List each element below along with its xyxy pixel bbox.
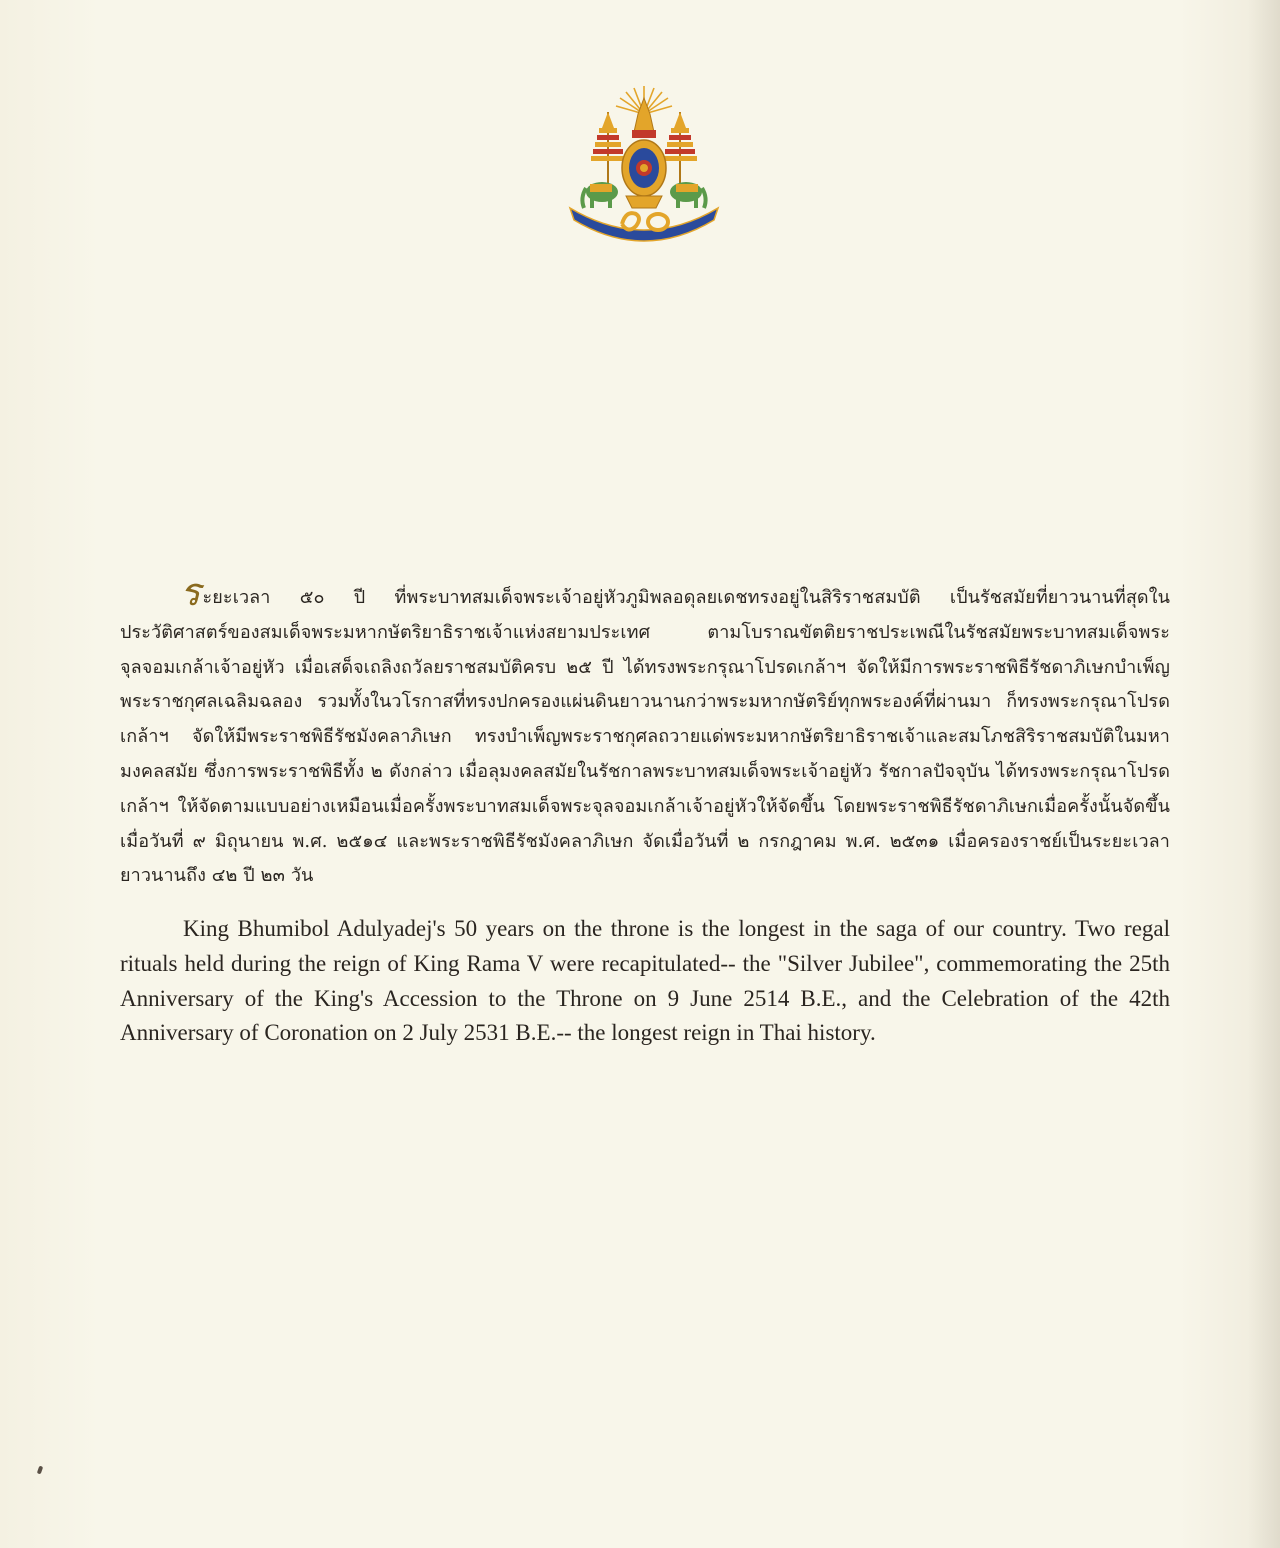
paper-speck [37,1466,43,1475]
english-paragraph: King Bhumibol Adulyadej's 50 years on the throne is the longest in the saga of our country. Two regal rituals held during the reign of King Rama V were recapitulated-- the "Silver Jubilee", commemorating the 25th Anniversary of the King's Accession to the Throne on 9 June 2514 B.E., and the Celebration of the 42th Anniversary of Coronation on 2 July 2531 B.E.-- the longest reign in Thai history. [120,916,1170,1046]
thai-paragraph-text: ะยะเวลา ๕๐ ปี ที่พระบาทสมเด็จพระเจ้าอยู่หัวภูมิพลอดุลยเดชทรงอยู่ในสิริราชสมบัติ เป็นรัชสมัยที่ยาวนานที่สุดในประวัติศาสตร์ของสมเด็จพระมหากษัตริยาธิราชเจ้าแห่งสยามประเทศ ตามโบราณขัตติยราชประเพณีในรัชสมัยพระบาทสมเด็จพระจุลจอมเกล้าเจ้าอยู่หัว เมื่อเสด็จเถลิงถวัลยราชสมบัติครบ ๒๕ ปี ได้ทรงพระกรุณาโปรดเกล้าฯ จัดให้มีการพระราชพิธีรัชดาภิเษกบำเพ็ญพระราชกุศลเฉลิมฉลอง รวมทั้งในวโรกาสที่ทรงปกครองแผ่นดินยาวนานกว่าพระมหากษัตริย์ทุกพระองค์ที่ผ่านมา ก็ทรงพระกรุณาโปรดเกล้าฯ จัดให้มีพระราชพิธีรัชมังคลาภิเษก ทรงบำเพ็ญพระราชกุศลถวายแด่พระมหากษัตริยาธิราชเจ้าและสมโภชสิริราชสมบัติในมหามงคลสมัย ซึ่งการพระราชพิธีทั้ง ๒ ดังกล่าว เมื่อลุมงคลสมัยในรัชกาลพระบาทสมเด็จพระเจ้าอยู่หัว รัชกาลปัจจุบัน ได้ทรงพระกรุณาโปรดเกล้าฯ ให้จัดตามแบบอย่างเหมือนเมื่อครั้งพระบาทสมเด็จพระจุลจอมเกล้าเจ้าอยู่หัวให้จัดขึ้น โดยพระราชพิธีรัชดาภิเษกเมื่อครั้งนั้นจัดขึ้นเมื่อวันที่ ๙ มิถุนายน พ.ศ. ๒๕๑๔ และพระราชพิธีรัชมังคลาภิเษก จัดเมื่อวันที่ ๒ กรกฎาคม พ.ศ. ๒๕๓๑ เมื่อครองราชย์เป็นระยะเวลายาวนานถึง ๔๒ ปี ๒๓ วัน [120,587,1170,887]
emblem-left-elephant [582,182,618,208]
emblem-ribbon [570,208,718,241]
thai-dropcap: ร [180,570,201,614]
emblem-left-umbrella [591,112,625,194]
page-edge-shadow [1248,0,1280,1548]
emblem-right-umbrella [663,112,697,194]
thai-paragraph [120,570,1170,894]
emblem-numeral-50 [622,213,668,230]
emblem-right-elephant [670,182,706,208]
emblem-crown [634,98,654,132]
royal-emblem-logo [566,84,722,246]
